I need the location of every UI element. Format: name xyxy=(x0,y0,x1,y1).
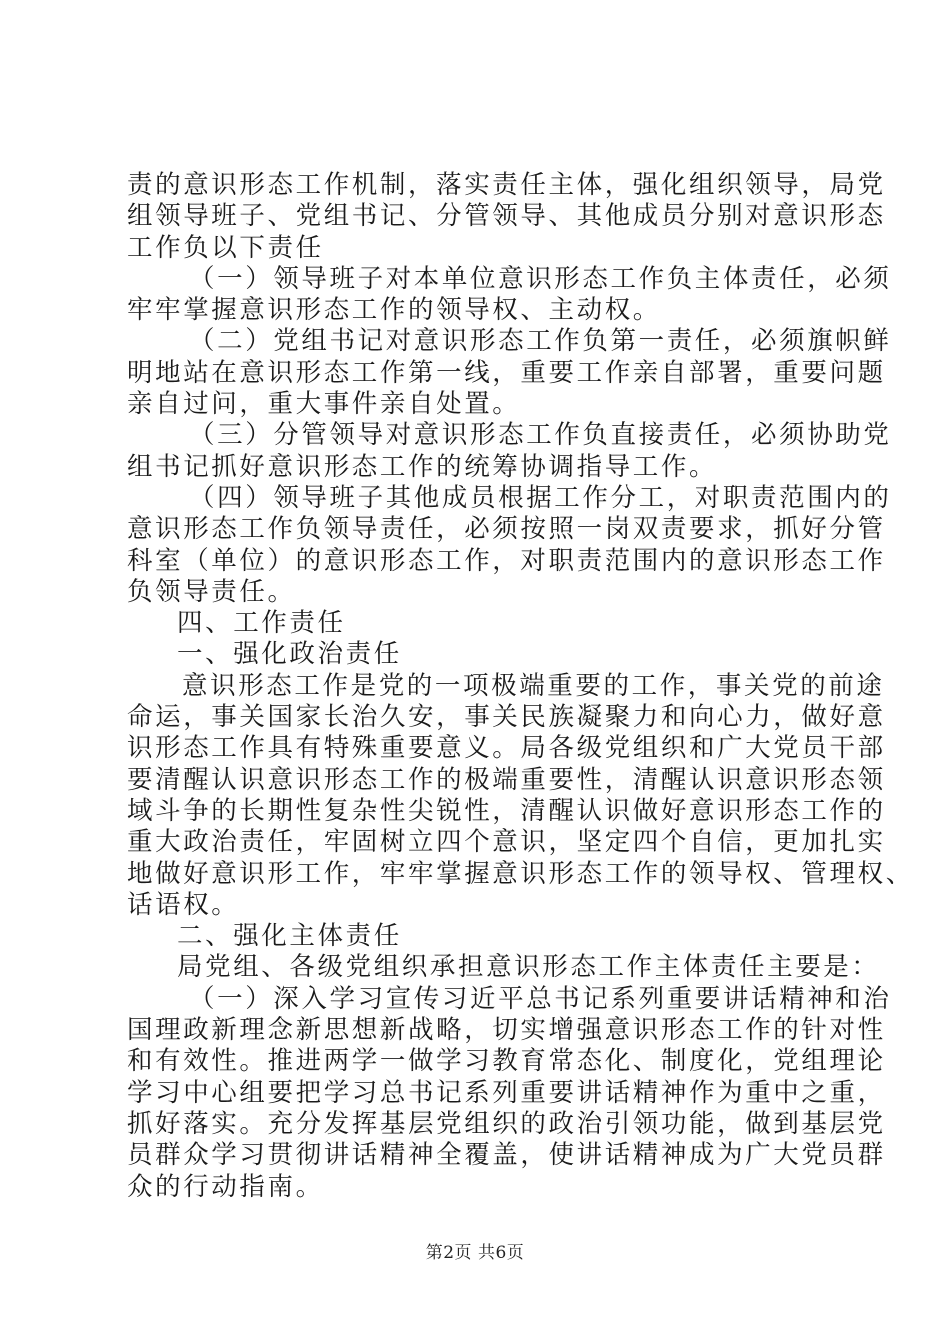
text-line: 员群众学习贯彻讲话精神全覆盖，使讲话精神成为广大党员群 xyxy=(127,1140,886,1171)
document-body xyxy=(127,170,914,1203)
text-line: （三）分管领导对意识形态工作负直接责任，必须协助党 xyxy=(189,420,892,451)
text-line: 学习中心组要把学习总书记系列重要讲话精神作为重中之重， xyxy=(127,1077,886,1108)
text-line: （一）领导班子对本单位意识形态工作负主体责任，必须 xyxy=(189,263,892,294)
text-line: 明地站在意识形态工作第一线，重要工作亲自部署，重要问题 xyxy=(127,357,886,388)
text-line: 亲自过问，重大事件亲自处置。 xyxy=(127,389,521,420)
section-heading: 一、强化政治责任 xyxy=(177,639,402,670)
text-line: 和有效性。推进两学一做学习教育常态化、制度化，党组理论 xyxy=(127,1046,886,1077)
text-line: （二）党组书记对意识形态工作负第一责任，必须旗帜鲜 xyxy=(189,326,892,357)
text-line: 科室（单位）的意识形态工作，对职责范围内的意识形态工作 xyxy=(127,545,886,576)
page-number-footer: 第2页 共6页 xyxy=(425,1243,525,1263)
text-line: 抓好落实。充分发挥基层党组织的政治引领功能，做到基层党 xyxy=(127,1108,886,1139)
text-line: 组书记抓好意识形态工作的统筹协调指导工作。 xyxy=(127,451,718,482)
text-line: 重大政治责任，牢固树立四个意识，坚定四个自信，更加扎实 xyxy=(127,827,886,858)
text-line: 命运，事关国家长治久安，事关民族凝聚力和向心力，做好意 xyxy=(127,702,886,733)
text-line: 识形态工作具有特殊重要意义。局各级党组织和广大党员干部 xyxy=(127,733,886,764)
text-line: 地做好意识形工作，牢牢掌握意识形态工作的领导权、管理权、 xyxy=(127,858,914,889)
text-line: 负领导责任。 xyxy=(127,576,296,607)
text-line: 组领导班子、党组书记、分管领导、其他成员分别对意识形态 xyxy=(127,201,886,232)
text-line: 域斗争的长期性复杂性尖锐性，清醒认识做好意识形态工作的 xyxy=(127,795,886,826)
text-line: 牢牢掌握意识形态工作的领导权、主动权。 xyxy=(127,295,661,326)
text-line: 话语权。 xyxy=(127,889,240,920)
section-heading: 二、强化主体责任 xyxy=(177,921,402,952)
text-line: 众的行动指南。 xyxy=(127,1171,324,1202)
text-line: 责的意识形态工作机制，落实责任主体，强化组织领导，局党 xyxy=(127,170,886,200)
text-line: 局党组、各级党组织承担意识形态工作主体责任主要是： xyxy=(177,952,880,983)
text-line: 工作负以下责任 xyxy=(127,232,324,263)
text-line: 意识形态工作负领导责任，必须按照一岗双责要求，抓好分管 xyxy=(127,514,886,545)
text-line: 国理政新理念新思想新战略，切实增强意识形态工作的针对性 xyxy=(127,1015,886,1046)
text-line: （一）深入学习宣传习近平总书记系列重要讲话精神和治 xyxy=(189,983,892,1014)
text-line: 要清醒认识意识形态工作的极端重要性，清醒认识意识形态领 xyxy=(127,764,886,795)
text-line: （四）领导班子其他成员根据工作分工，对职责范围内的 xyxy=(189,482,892,513)
text-line: 意识形态工作是党的一项极端重要的工作，事关党的前途 xyxy=(182,670,885,701)
section-heading: 四、工作责任 xyxy=(177,608,346,639)
